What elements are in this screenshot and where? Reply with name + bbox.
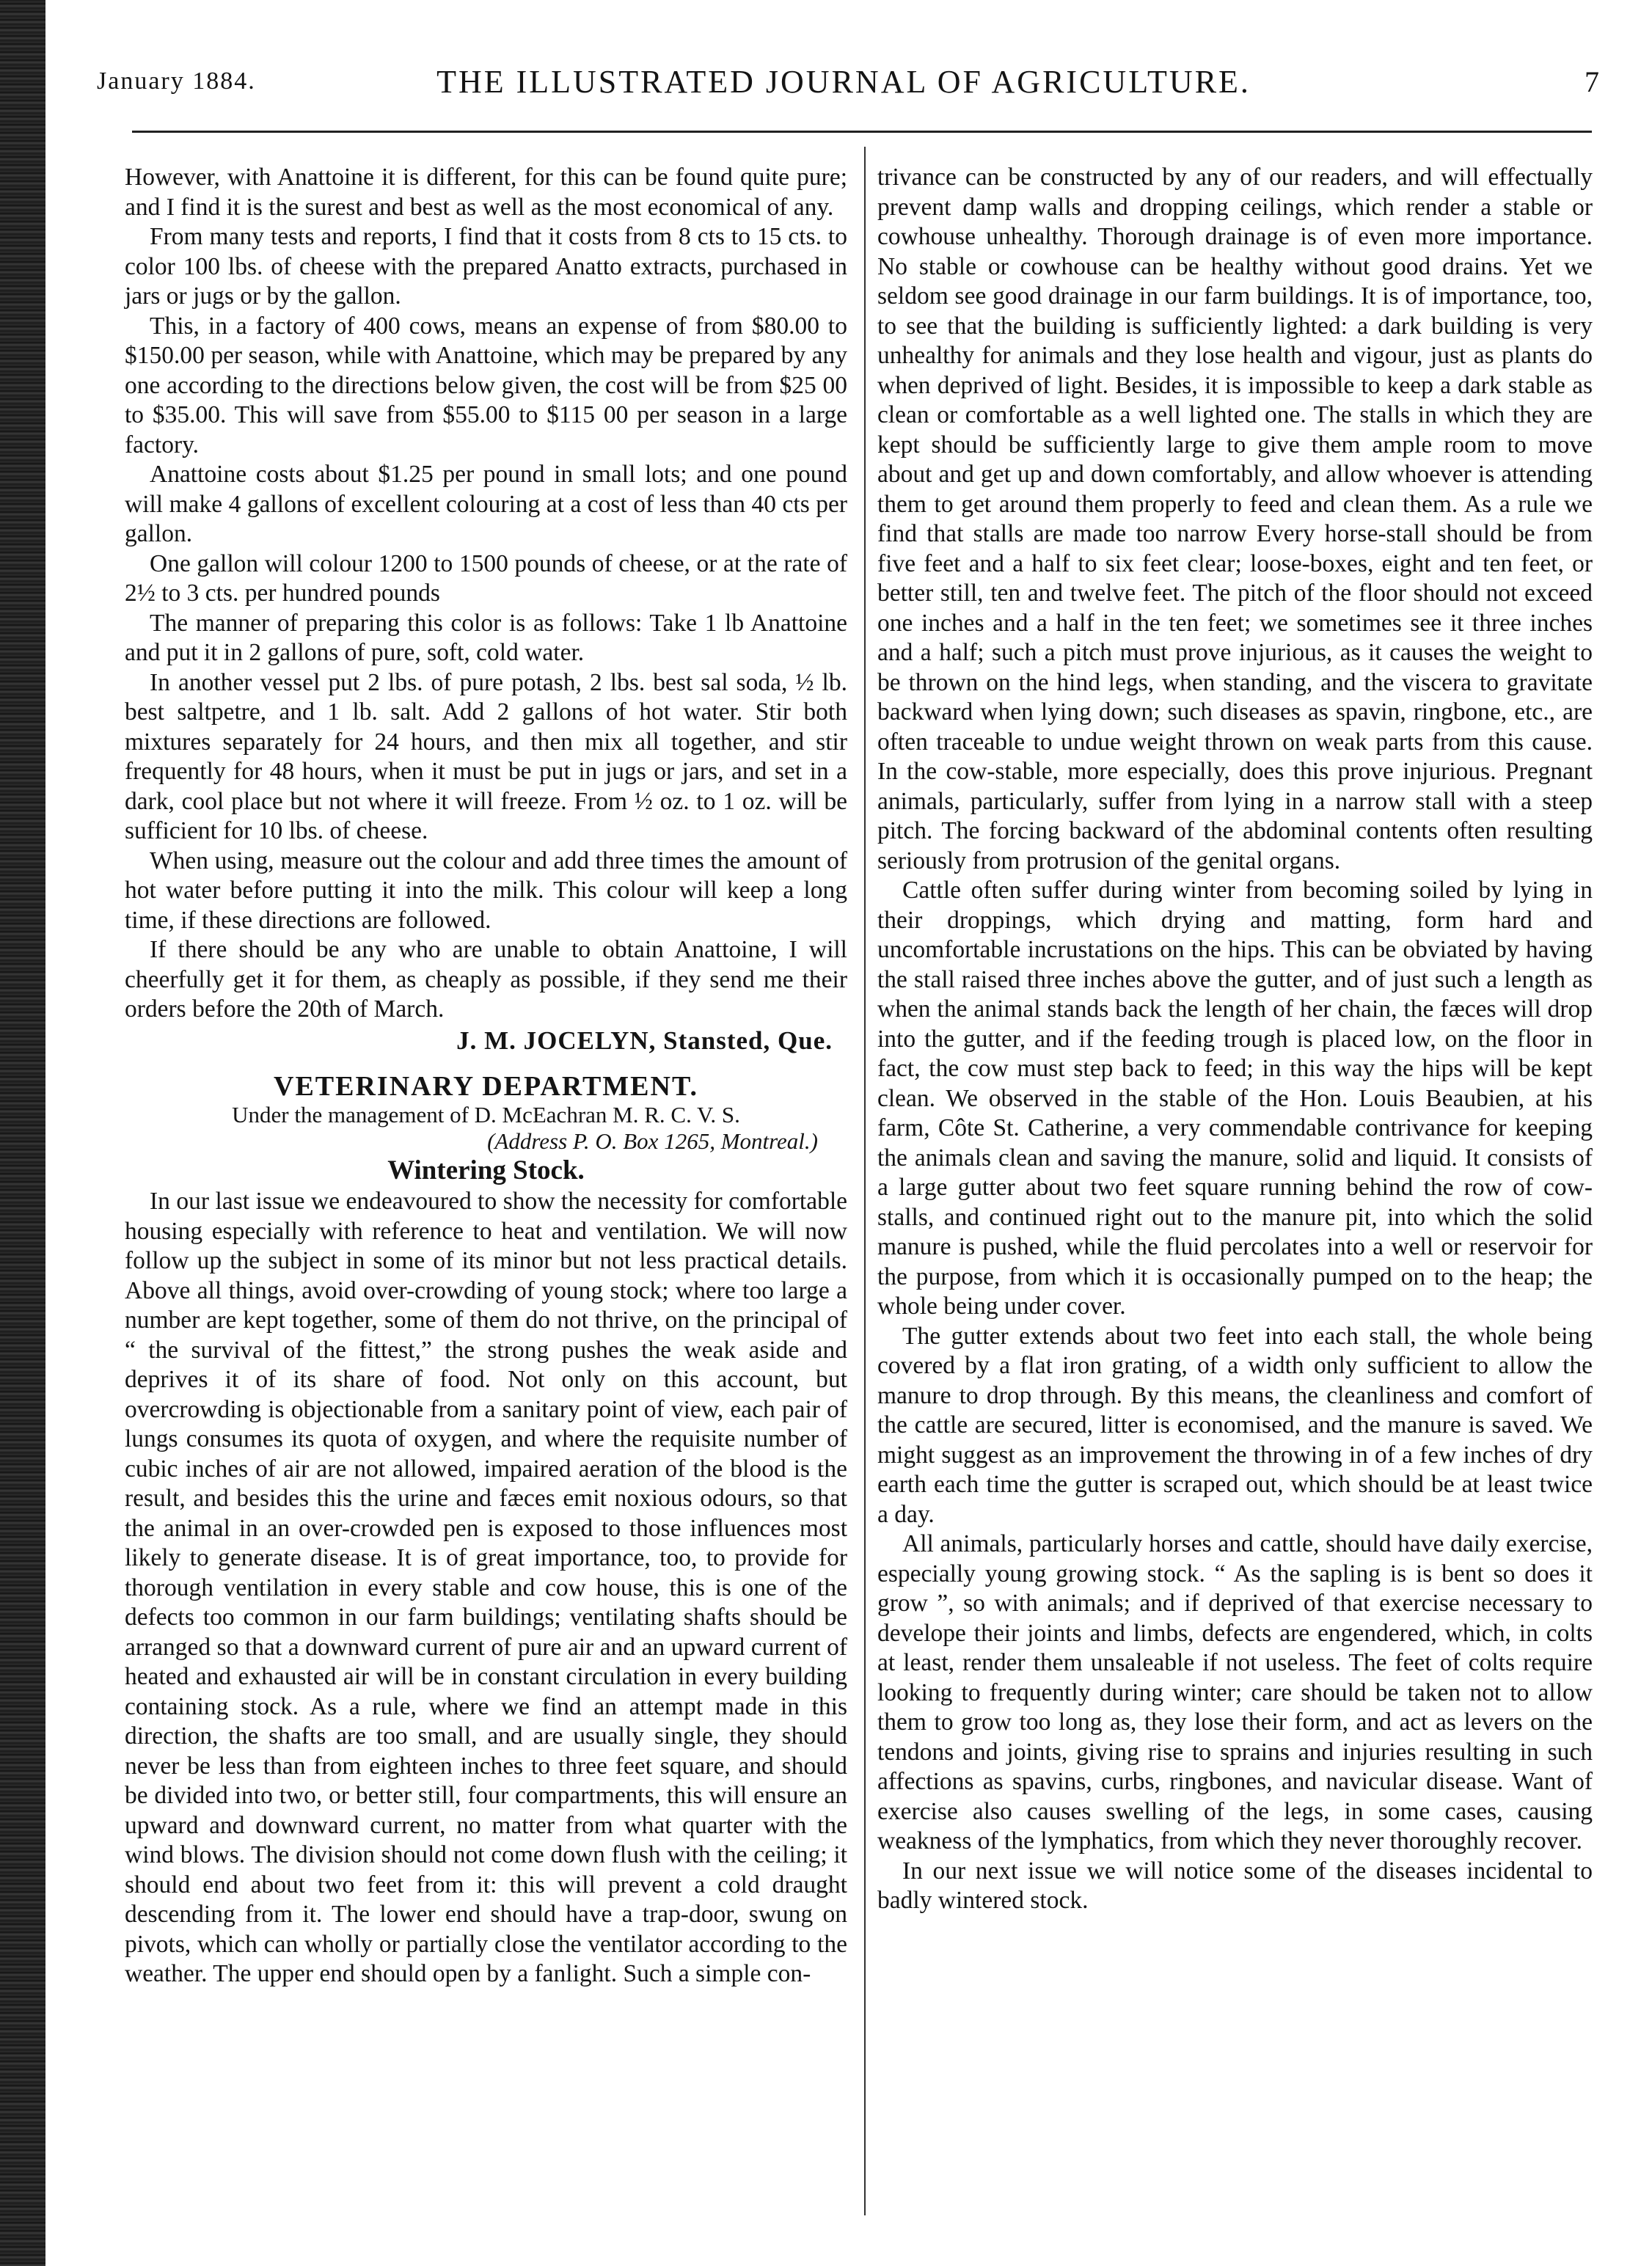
paragraph: If there should be any who are unable to obtain Anattoine, I will cheerfully get it for them, as cheaply as possible, if they send me their orders before the 20th of March. [125, 936, 847, 1023]
paragraph: All animals, particularly horses and cattle, should have daily exercise, especially young growing stock. “ As the sapling is is bent so does it grow ”, so with animals; and if deprived of that exercise necessary to develope their joints and limbs, defects are engendered, which, in colts at least, render them unsaleable if not useless. The feet of colts require looking to frequently during winter; care should be taken not to allow them to grow too long as, they lose their form, and act as levers on the tendons and joints, giving rise to sprains and injuries resulting in such affections as spavins, curbs, ringbones, and navicular disease. Want of exercise also causes swelling of the legs, in some cases, causing weakness of the lymphatics, from which they never thoroughly recover. [877, 1530, 1593, 1854]
paragraph: In our last issue we endeavoured to show the necessity for comfortable housing especially with reference to heat and ventilation. We will now follow up the subject in some of its minor but not less practical details. Above all things, avoid over-crowding of young stock; where too large a number are kept together, some of them do not thrive, on the principal of “ the survival of the fittest,” the strong pushes the weak aside and deprives it of its share of food. Not only on this account, but overcrowding is objectionable from a sanitary point of view, each pair of lungs consumes its quota of oxygen, and where the requisite number of cubic inches of air are not allowed, impaired aeration of the blood is the result, and besides this the urine and fæces emit noxious odours, so that the animal in an over-crowded pen is exposed to those influences most likely to generate disease. It is of great importance, too, to provide for thorough ventilation in every stable and cow house, this is one of the defects too common in our farm buildings; ventilating shafts should be arranged so that a downward current of pure air and an upward current of heated and exhausted air will be in constant circulation in every building containing stock. As a rule, where we find an attempt made in this direction, the shafts are too small, and are usually single, they should never be less than from eighteen inches to three feet square, and should be divided into two, or better still, four compartments, this will ensure an upward and downward current, no matter from what quarter with the wind blows. The division should not come down flush with the ceiling; it should end about two feet from it: this will prevent a cold draught descending from it. The lower end should have a trap-door, swung on pivots, which can wholly or partially close the ventilator according to the weather. The upper end should open by a fanlight. Such a simple con- [125, 1188, 847, 1987]
department-subtitle: Under the management of D. McEachran M. R. C. V. S. [232, 1101, 740, 1127]
column-divider [864, 147, 866, 2215]
running-header [88, 64, 1599, 104]
paragraph: The manner of preparing this color is as follows: Take 1 lb Anattoine and put it in 2 gallons of pure, soft, cold water. [125, 609, 847, 666]
paragraph: One gallon will colour 1200 to 1500 pounds of cheese, or at the rate of 2½ to 3 cts. per hundred pounds [125, 549, 847, 607]
journal-title: THE ILLUSTRATED JOURNAL OF AGRICULTURE. [436, 64, 1251, 100]
paragraph: In another vessel put 2 lbs. of pure potash, 2 lbs. best sal soda, ½ lb. best saltpetre, and 1 lb. salt. Add 2 gallons of hot water. Stir both mixtures separately for 24 hours, and then mix all together, and stir frequently for 48 hours, when it must be put in jugs or jars, and set in a dark, cool place but not where it will freeze. From ½ oz. to 1 oz. will be sufficient for 10 lbs. of cheese. [125, 668, 847, 844]
paragraph: When using, measure out the colour and add three times the amount of hot water before putting it into the milk. This colour will keep a long time, if these directions are followed. [125, 847, 847, 934]
header-rule [132, 131, 1592, 133]
page-number: 7 [1585, 65, 1599, 98]
paragraph: In our next issue we will notice some of the diseases incidental to badly wintered stock. [877, 1857, 1593, 1914]
paragraph: Cattle often suffer during winter from becoming soiled by lying in their droppings, which drying and matting, form hard and uncomfortable incrustations on the hips. This can be obviated by having the stall raised three inches above the gutter, and of just such a length as when the animal stands back the length of her chain, the fæces will drop into the gutter, and if the feeding trough is placed low, on the floor in fact, the cow must step back to feed; in this way the hips will be kept clean. We observed in the stable of the Hon. Louis Beaubien, at his farm, Côte St. Catherine, a very commendable contrivance for keeping the animals clean and saving the manure, solid and liquid. It consists of a large gutter about two feet square running behind the row of cow-stalls, and continued right out to the manure pit, into which the solid manure is pushed, while the fluid percolates into a well or reservoir for the purpose, from which it is occasionally pumped on to the heap; the whole being under cover. [877, 877, 1593, 1320]
department-title: VETERINARY DEPARTMENT. [274, 1071, 698, 1102]
paragraph: From many tests and reports, I find that it costs from 8 cts to 15 cts. to color 100 lbs. of cheese with the prepared Anatto extracts, purchased in jars or jugs or by the gallon. [125, 223, 847, 310]
department-address: (Address P. O. Box 1265, Montreal.) [487, 1127, 818, 1154]
paragraph: This, in a factory of 400 cows, means an expense of from $80.00 to $150.00 per season, while with Anattoine, which may be prepared by any one according to the directions below given, the cost will be from $25 00 to $35.00. This will save from $55.00 to $115 00 per season in a large factory. [125, 312, 847, 458]
paragraph: The gutter extends about two feet into each stall, the whole being covered by a flat iron grating, of a width only sufficient to allow the manure to drop through. By this means, the cleanliness and comfort of the cattle are secured, litter is economised, and the manure is saved. We might suggest as an improvement the throwing in of a few inches of dry earth each time the gutter is scraped out, which should be at least twice a day. [877, 1322, 1593, 1528]
right-column [877, 163, 1593, 1916]
paragraph: trivance can be constructed by any of our readers, and will effectually prevent damp walls and dropping ceilings, which render a stable or cowhouse unhealthy. Thorough drainage is of even more importance. No stable or cowhouse can be healthy without good drains. Yet we seldom see good drainage in our farm buildings. It is of importance, too, to see that the building is sufficiently lighted: a dark building is very unhealthy for animals and they lose health and vigour, just as plants do when deprived of light. Besides, it is impossible to keep a dark stable as clean or comfortable as a well lighted one. The stalls in which they are kept should be sufficiently large to give them ample room to move about and get up and down comfortably, and allow whoever is attending them to get around them properly to feed and clean them. As a rule we find that stalls are made too narrow Every horse-stall should be from five feet and a half to six feet clear; loose-boxes, eight and ten feet, or better still, ten and twelve feet. The pitch of the floor should not exceed one inches and a half in the ten feet; we sometimes see it three inches and a half; such a pitch must prove injurious, as it causes the weight to be thrown on the hind legs, when standing, and the viscera to gravitate backward when lying down; such diseases as spavin, ringbone, etc., are often traceable to undue weight thrown on weak parts from this cause. In the cow-stable, more especially, does this prove injurious. Pregnant animals, particularly, suffer from lying in a narrow stall with a steep pitch. The forcing backward of the abdominal contents often resulting seriously from protrusion of the genital organs. [877, 164, 1593, 874]
binding-edge [0, 0, 45, 2266]
signature: J. M. JOCELYN, Stansted, Que. [456, 1026, 833, 1055]
paragraph: However, with Anattoine it is different, for this can be found quite pure; and I find it is the surest and best as well as the most economical of any. [125, 164, 847, 221]
left-column [125, 163, 847, 1989]
article-title: Wintering Stock. [387, 1155, 585, 1185]
paragraph: Anattoine costs about $1.25 per pound in small lots; and one pound will make 4 gallons of excellent colouring at a cost of less than 40 cts per gallon. [125, 461, 847, 547]
issue-date: January 1884. [97, 67, 256, 95]
